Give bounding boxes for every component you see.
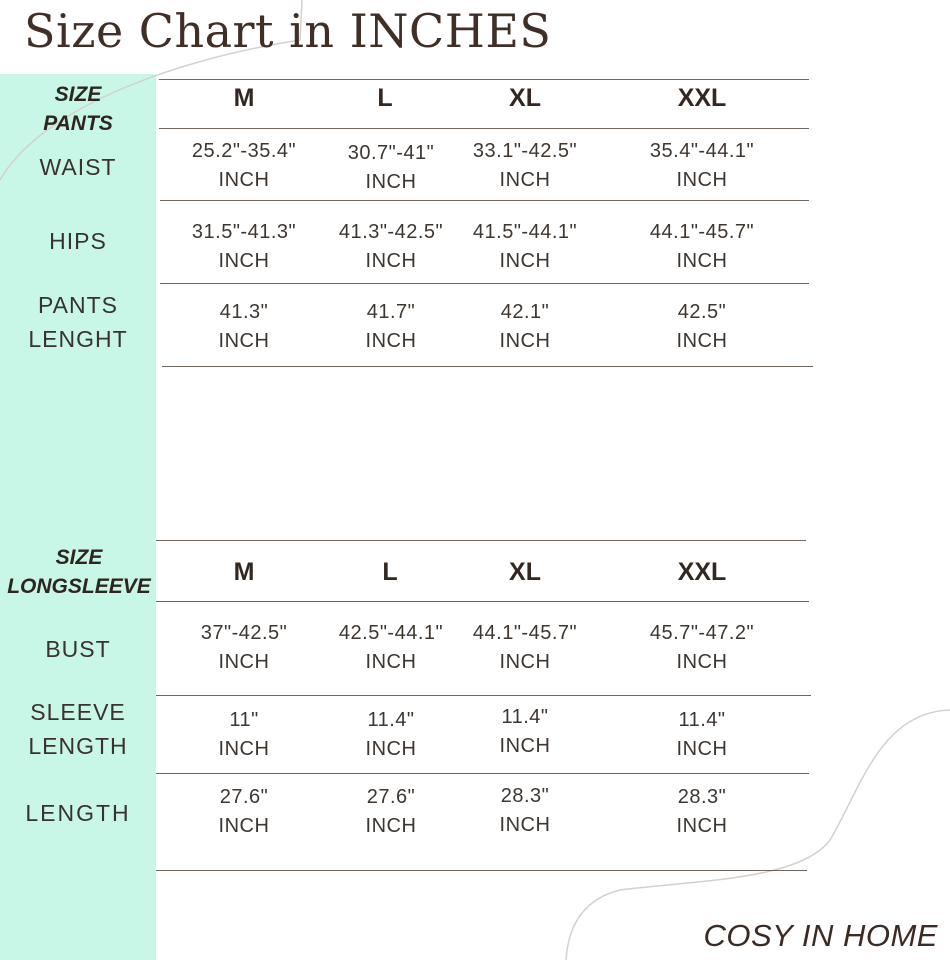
table-cell: 44.1"-45.7" INCH (649, 221, 755, 272)
table-cell: 28.3" INCH (676, 786, 728, 837)
table-cell: 37"-42.5" INCH (200, 622, 288, 673)
table-cell: 11" INCH (218, 709, 270, 760)
divider (160, 283, 809, 284)
table-cell: 41.3"-42.5" INCH (338, 221, 444, 272)
table-cell: 11.4" INCH (499, 706, 551, 757)
table-cell: 25.2"-35.4" INCH (191, 140, 297, 191)
table-cell: 41.3" INCH (218, 301, 270, 352)
size-header-xl: XL (509, 558, 541, 586)
divider (156, 695, 811, 696)
table-cell: 30.7"-41" INCH (347, 142, 435, 193)
row-label-hips: HIPS (49, 228, 107, 254)
divider (156, 870, 807, 871)
table-cell: 11.4" INCH (676, 709, 728, 760)
divider (159, 79, 809, 80)
size-header-xxl: XXL (677, 558, 727, 586)
size-header-xxl: XXL (677, 84, 727, 112)
size-label: SIZE PANTS (43, 83, 113, 135)
size-header-l: L (377, 84, 393, 112)
divider (156, 540, 806, 541)
divider (156, 601, 809, 602)
size-header-m: M (233, 84, 255, 112)
table-cell: 44.1"-45.7" INCH (472, 622, 578, 673)
table-cell: 27.6" INCH (365, 786, 417, 837)
row-label-sleeve-length: SLEEVE LENGTH (28, 699, 128, 759)
divider (160, 200, 809, 201)
table-cell: 11.4" INCH (365, 709, 417, 760)
size-header-xl: XL (509, 84, 541, 112)
row-label-waist: WAIST (39, 154, 117, 180)
table-cell: 31.5"-41.3" INCH (191, 221, 297, 272)
table-cell: 45.7"-47.2" INCH (649, 622, 755, 673)
row-label-length: LENGTH (25, 800, 131, 826)
table-cell: 42.5"-44.1" INCH (338, 622, 444, 673)
row-label-bust: BUST (45, 636, 111, 662)
table-cell: 41.5"-44.1" INCH (472, 221, 578, 272)
table-cell: 42.5" INCH (676, 301, 728, 352)
row-label-pants-length: PANTS LENGHT (28, 292, 128, 352)
size-header-l: L (382, 558, 398, 586)
table-cell: 28.3" INCH (499, 785, 551, 836)
table-cell: 33.1"-42.5" INCH (472, 140, 578, 191)
divider (162, 366, 813, 367)
table-cell: 27.6" INCH (218, 786, 270, 837)
size-label: SIZE LONGSLEEVE (7, 546, 151, 598)
divider (156, 773, 809, 774)
brand-name: COSY IN HOME (703, 918, 938, 953)
size-header-m: M (233, 558, 255, 586)
table-cell: 41.7" INCH (365, 301, 417, 352)
page-title: Size Chart in INCHES (24, 4, 552, 58)
table-cell: 35.4"-44.1" INCH (649, 140, 755, 191)
divider (159, 128, 809, 129)
table-cell: 42.1" INCH (499, 301, 551, 352)
